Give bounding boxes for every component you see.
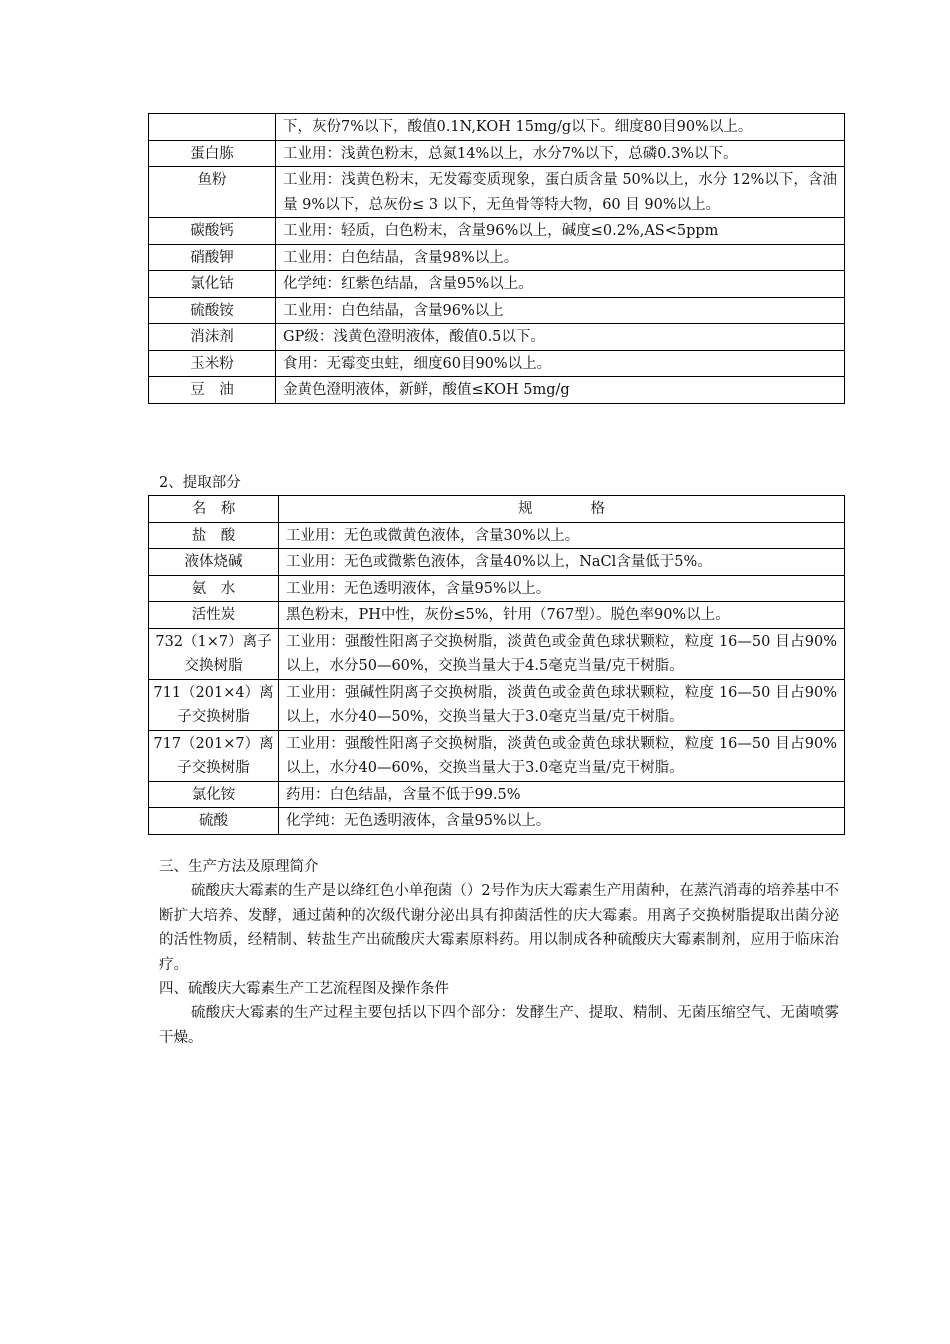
material-spec: 黑色粉末，PH中性，灰份≤5%，针用（767型）。脱色率90%以上。 [279, 602, 845, 629]
section-heading-production-method: 三、生产方法及原理简介 [159, 859, 319, 875]
table-row [149, 167, 845, 218]
table-row [149, 730, 845, 781]
section-heading-process-flow: 四、硫酸庆大霉素生产工艺流程图及操作条件 [159, 981, 449, 997]
material-spec: GP级：浅黄色澄明液体，酸值0.5以下。 [276, 324, 845, 351]
material-name: 硫酸铵 [149, 297, 276, 324]
material-name: 活性炭 [149, 602, 279, 629]
material-name: 盐 酸 [149, 522, 279, 549]
material-spec: 药用：白色结晶，含量不低于99.5% [279, 781, 845, 808]
table-header-row [149, 496, 845, 523]
material-spec: 下，灰份7%以下，酸值0.1N,KOH 15mg/g以下。细度80目90%以上。 [276, 114, 845, 141]
table-row [149, 575, 845, 602]
section-heading-extraction: 2、提取部分 [159, 475, 241, 491]
material-name: 碳酸钙 [149, 218, 276, 245]
table-row [149, 218, 845, 245]
material-name: 消沫剂 [149, 324, 276, 351]
table-row [149, 244, 845, 271]
raw-materials-table-fermentation [148, 113, 845, 404]
table-row [149, 350, 845, 377]
table-row [149, 114, 845, 141]
table-row [149, 324, 845, 351]
material-spec: 食用：无霉变虫蛀，细度60目90%以上。 [276, 350, 845, 377]
table-row [149, 140, 845, 167]
table-row [149, 522, 845, 549]
paragraph-production-method: 硫酸庆大霉素的生产是以绛红色小单孢菌（）2号作为庆大霉素生产用菌种，在蒸汽消毒的培养基中不断扩大培养、发酵，通过菌种的次级代谢分泌出具有抑菌活性的庆大霉素。用离子交换树脂提取出菌分泌的活性物质，经精制、转盐生产出硫酸庆大霉素原料药。用以制成各种硫酸庆大霉素制剂，应用于临床治疗。 [159, 883, 839, 973]
material-spec: 工业用：无色或微紫色液体，含量40%以上，NaCl含量低于5%。 [279, 549, 845, 576]
table-row [149, 271, 845, 298]
material-name: 硫酸 [149, 808, 279, 835]
material-spec: 工业用：无色透明液体，含量95%以上。 [279, 575, 845, 602]
table-row [149, 808, 845, 835]
material-spec: 工业用：强酸性阳离子交换树脂，淡黄色或金黄色球状颗粒，粒度 16—50 目占90%以上，水分50—60%，交换当量大于4.5毫克当量/克干树脂。 [279, 628, 845, 679]
raw-materials-table-extraction [148, 495, 845, 835]
column-header-spec: 规 格 [279, 496, 845, 523]
material-spec: 工业用：白色结晶，含量96%以上 [276, 297, 845, 324]
material-spec: 化学纯：红紫色结晶，含量95%以上。 [276, 271, 845, 298]
table-row [149, 549, 845, 576]
column-header-name: 名 称 [149, 496, 279, 523]
material-spec: 工业用：强碱性阴离子交换树脂，淡黄色或金黄色球状颗粒，粒度 16—50 目占90%以上，水分40—50%，交换当量大于3.0毫克当量/克干树脂。 [279, 679, 845, 730]
table-row [149, 602, 845, 629]
table-row [149, 377, 845, 404]
material-name: 液体烧碱 [149, 549, 279, 576]
material-spec: 化学纯：无色透明液体，含量95%以上。 [279, 808, 845, 835]
material-name: 氯化铵 [149, 781, 279, 808]
material-name: 蛋白胨 [149, 140, 276, 167]
material-spec: 工业用：浅黄色粉末，无发霉变质现象，蛋白质含量 50%以上，水分 12%以下，含油量 9%以下，总灰份≤ 3 以下，无鱼骨等特大物，60 目 90%以上。 [276, 167, 845, 218]
material-name: 717（201×7）离子交换树脂 [149, 730, 279, 781]
material-spec: 工业用：浅黄色粉末，总氮14%以上，水分7%以下，总磷0.3%以下。 [276, 140, 845, 167]
material-name [149, 114, 276, 141]
table-row [149, 297, 845, 324]
material-spec: 工业用：无色或微黄色液体，含量30%以上。 [279, 522, 845, 549]
table-row [149, 628, 845, 679]
material-name: 732（1×7）离子交换树脂 [149, 628, 279, 679]
material-spec: 工业用：轻质，白色粉末，含量96%以上，碱度≤0.2%,AS<5ppm [276, 218, 845, 245]
material-name: 豆 油 [149, 377, 276, 404]
material-spec: 工业用：白色结晶，含量98%以上。 [276, 244, 845, 271]
material-name: 氨 水 [149, 575, 279, 602]
material-spec: 金黄色澄明液体，新鲜，酸值≤KOH 5mg/g [276, 377, 845, 404]
paragraph-process-flow: 硫酸庆大霉素的生产过程主要包括以下四个部分：发酵生产、提取、精制、无菌压缩空气、无菌喷雾干燥。 [159, 1005, 839, 1046]
material-name: 鱼粉 [149, 167, 276, 218]
material-name: 氯化钴 [149, 271, 276, 298]
table-row [149, 679, 845, 730]
material-name: 玉米粉 [149, 350, 276, 377]
material-name: 硝酸钾 [149, 244, 276, 271]
material-name: 711（201×4）离子交换树脂 [149, 679, 279, 730]
material-spec: 工业用：强酸性阳离子交换树脂，淡黄色或金黄色球状颗粒，粒度 16—50 目占90%以上，水分40—60%，交换当量大于3.0毫克当量/克干树脂。 [279, 730, 845, 781]
table-row [149, 781, 845, 808]
